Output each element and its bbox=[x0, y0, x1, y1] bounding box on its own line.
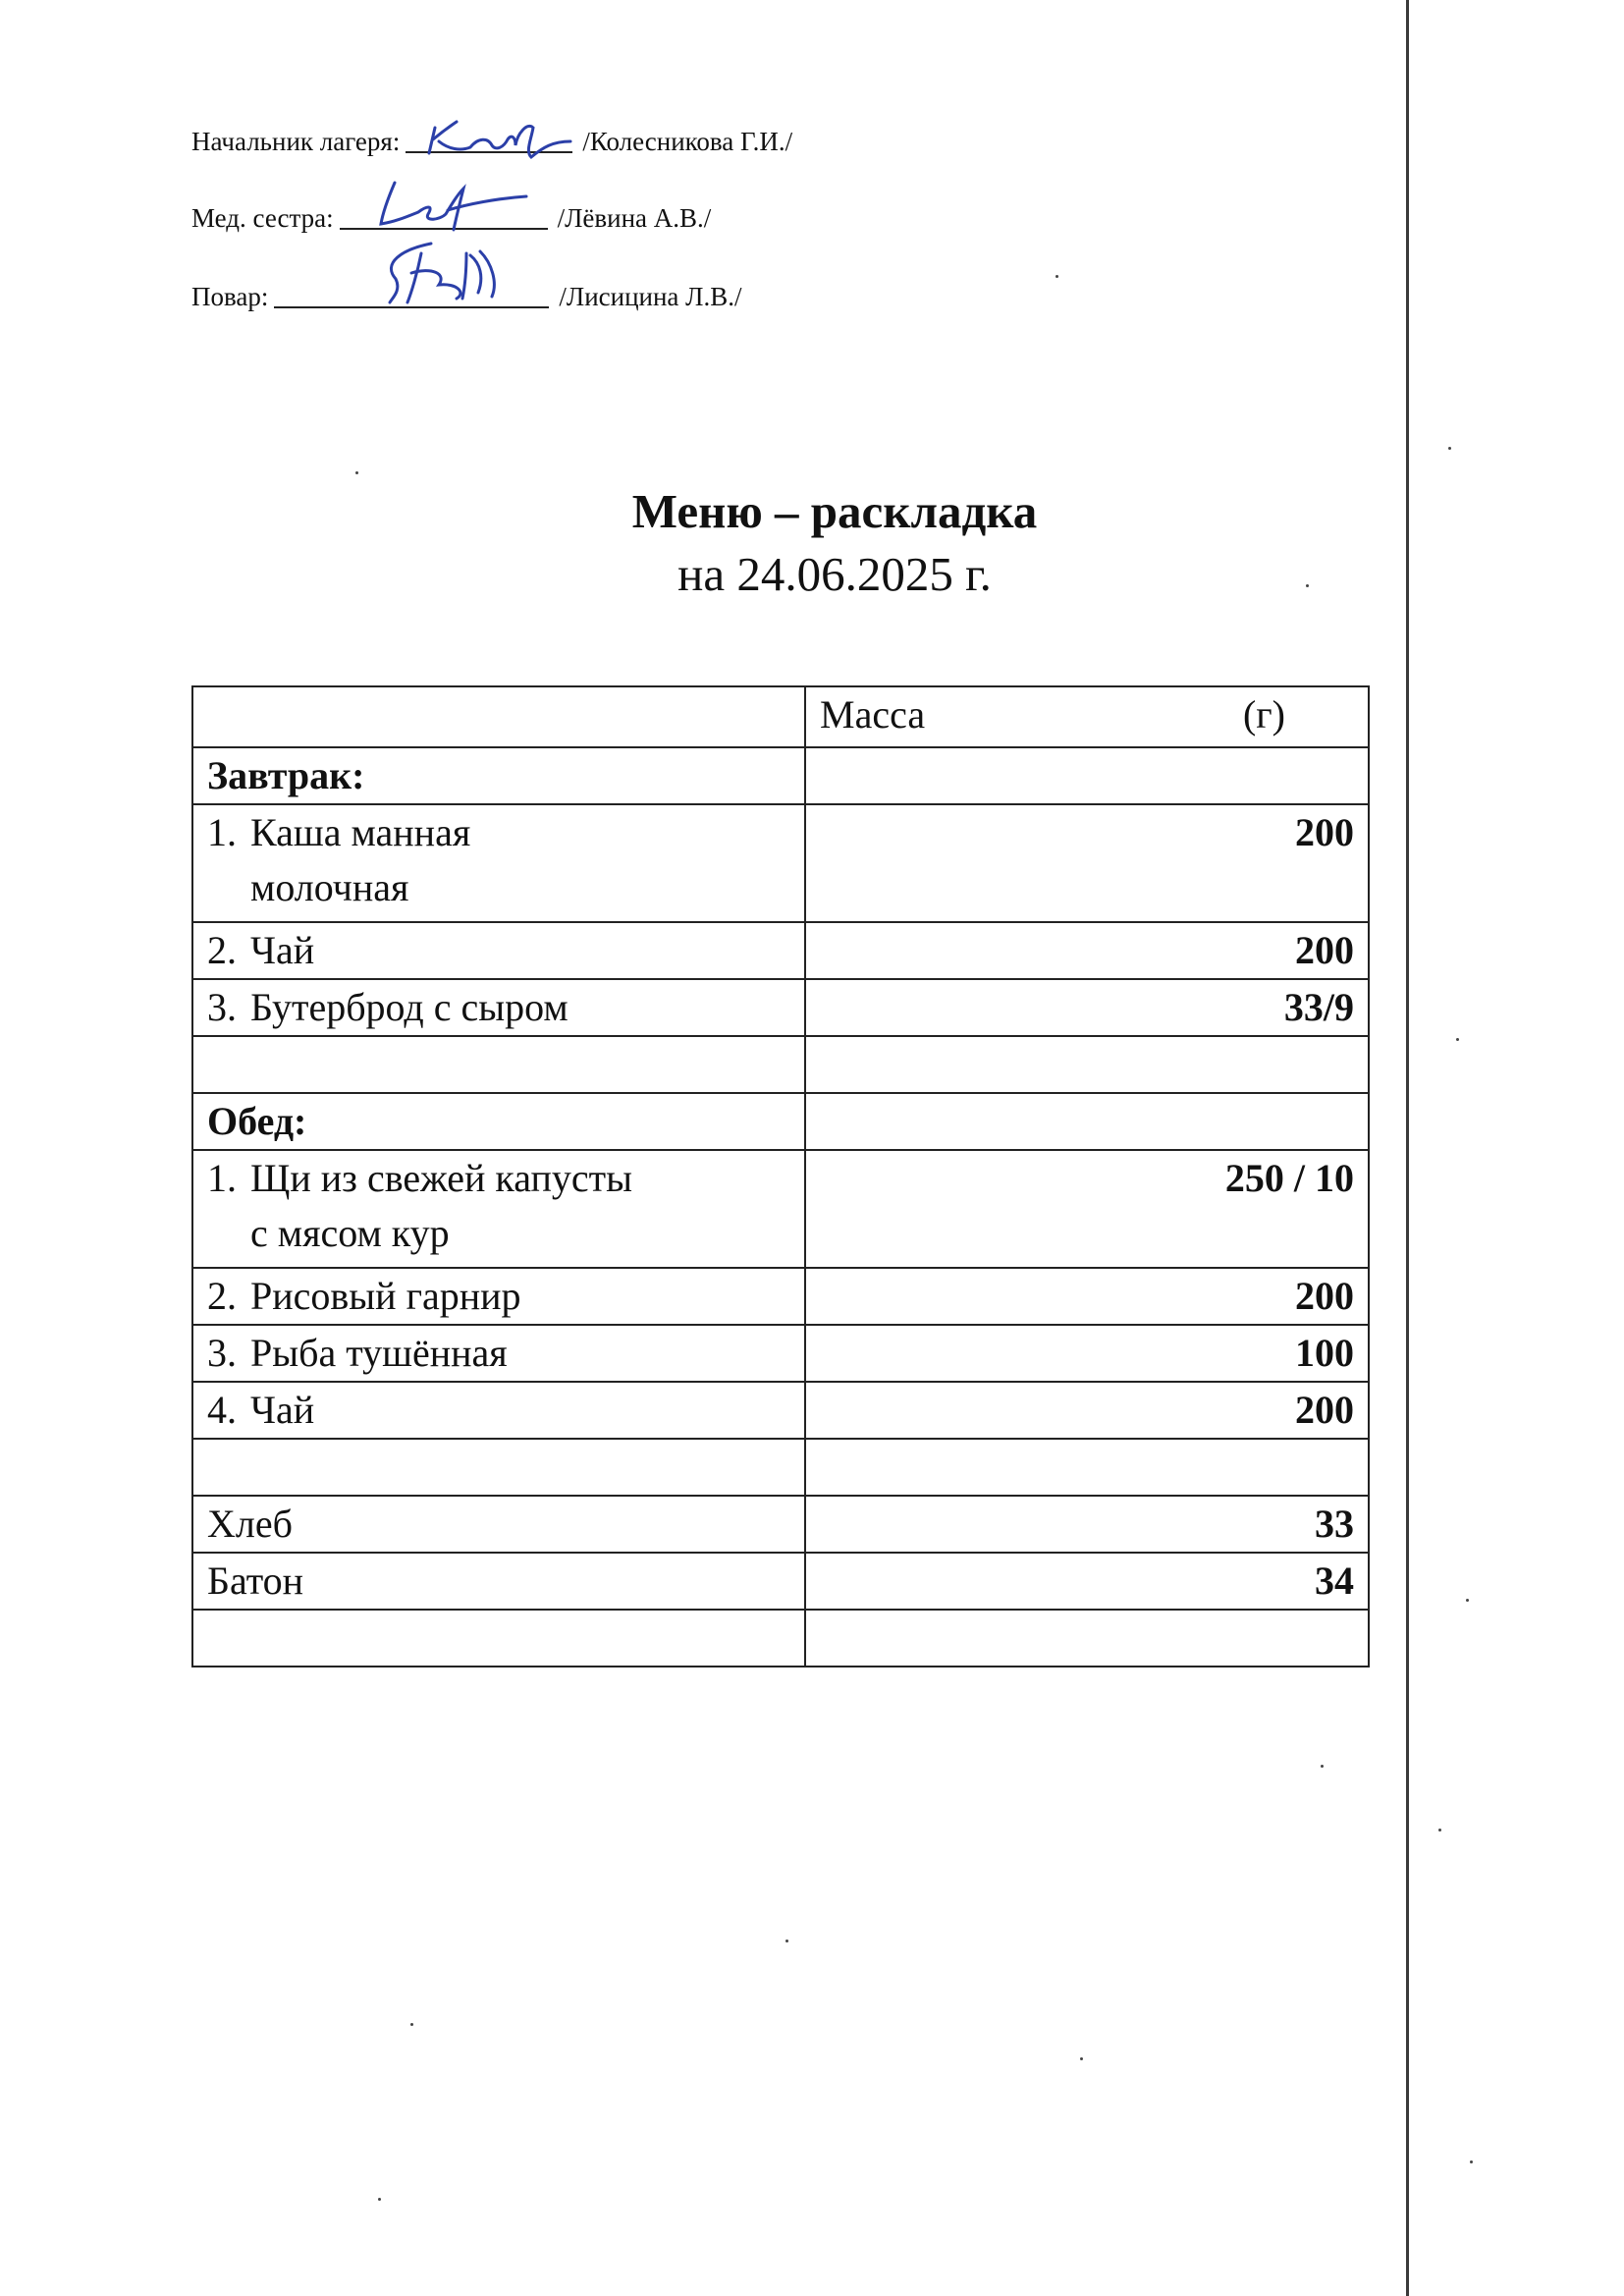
menu-table bbox=[191, 685, 1370, 1667]
table-header-empty bbox=[192, 686, 805, 747]
signature-field bbox=[406, 122, 572, 153]
signature-field bbox=[274, 277, 549, 308]
dish-mass: 33/9 bbox=[805, 979, 1369, 1036]
dish-number: 2. bbox=[207, 928, 237, 972]
extra-label: Хлеб bbox=[192, 1496, 805, 1553]
dish-number: 4. bbox=[207, 1388, 237, 1432]
table-row bbox=[192, 1553, 1369, 1610]
table-row bbox=[192, 922, 1369, 979]
dish-number: 1. bbox=[207, 1156, 237, 1200]
handwritten-signature bbox=[340, 175, 548, 234]
extra-mass: 34 bbox=[805, 1553, 1369, 1610]
dish-cell bbox=[192, 1150, 805, 1268]
handwritten-signature bbox=[406, 108, 572, 157]
table-row bbox=[192, 1268, 1369, 1325]
dish-number: 3. bbox=[207, 1331, 237, 1375]
section-row-lunch bbox=[192, 1093, 1369, 1150]
dish-cell bbox=[192, 804, 805, 922]
section-mass-empty bbox=[805, 1093, 1369, 1150]
signer-name: /Колесникова Г.И./ bbox=[582, 127, 793, 156]
signature-line-camp-head bbox=[191, 118, 792, 157]
scan-speck bbox=[1448, 447, 1451, 450]
scan-speck bbox=[785, 1940, 788, 1942]
dish-cell bbox=[192, 1268, 805, 1325]
extra-mass: 33 bbox=[805, 1496, 1369, 1553]
scan-speck bbox=[1470, 2160, 1473, 2163]
scan-speck bbox=[378, 2198, 381, 2201]
table-row bbox=[192, 1382, 1369, 1439]
dish-mass: 100 bbox=[805, 1325, 1369, 1382]
page-edge-line bbox=[1406, 0, 1409, 2296]
dish-name: Чай bbox=[250, 1388, 315, 1432]
dish-name-continued: молочная bbox=[250, 865, 409, 909]
dish-number: 3. bbox=[207, 985, 237, 1029]
dish-cell bbox=[192, 922, 805, 979]
dish-number: 2. bbox=[207, 1274, 237, 1318]
scan-speck bbox=[355, 471, 358, 474]
dish-name: Бутерброд с сыром bbox=[250, 985, 568, 1029]
scan-speck bbox=[1321, 1765, 1324, 1768]
dish-mass: 200 bbox=[805, 804, 1369, 922]
empty-row bbox=[192, 1610, 1369, 1667]
dish-name: Каша манная bbox=[250, 810, 471, 854]
dish-mass: 200 bbox=[805, 1268, 1369, 1325]
dish-cell bbox=[192, 1325, 805, 1382]
dish-mass: 200 bbox=[805, 1382, 1369, 1439]
dish-cell bbox=[192, 979, 805, 1036]
signer-name: /Лисицина Л.В./ bbox=[559, 282, 742, 311]
table-header-row bbox=[192, 686, 1369, 747]
mass-unit: (г) bbox=[1242, 692, 1285, 737]
signature-field bbox=[340, 198, 548, 230]
dish-name: Рыба тушённая bbox=[250, 1331, 508, 1375]
table-row bbox=[192, 1150, 1369, 1268]
empty-row bbox=[192, 1439, 1369, 1496]
section-mass-empty bbox=[805, 747, 1369, 804]
role-label: Повар: bbox=[191, 282, 269, 311]
empty-row bbox=[192, 1036, 1369, 1093]
dish-cell bbox=[192, 1382, 805, 1439]
scan-speck bbox=[1080, 2057, 1083, 2060]
scan-speck bbox=[1438, 1829, 1441, 1831]
scan-speck bbox=[410, 2023, 413, 2026]
dish-mass: 250 / 10 bbox=[805, 1150, 1369, 1268]
handwritten-signature bbox=[274, 234, 549, 312]
section-label: Завтрак: bbox=[192, 747, 805, 804]
section-row-breakfast bbox=[192, 747, 1369, 804]
role-label: Мед. сестра: bbox=[191, 203, 334, 233]
signature-line-nurse bbox=[191, 194, 711, 234]
mass-label: Масса bbox=[820, 692, 926, 737]
signature-line-cook bbox=[191, 273, 742, 312]
document-title: Меню – раскладка bbox=[631, 484, 1038, 538]
table-header-mass bbox=[805, 686, 1369, 747]
table-row bbox=[192, 1496, 1369, 1553]
dish-name: Щи из свежей капусты bbox=[250, 1156, 632, 1200]
dish-name: Рисовый гарнир bbox=[250, 1274, 521, 1318]
extra-label: Батон bbox=[192, 1553, 805, 1610]
table-row bbox=[192, 1325, 1369, 1382]
section-label: Обед: bbox=[192, 1093, 805, 1150]
signer-name: /Лёвина А.В./ bbox=[557, 203, 712, 233]
role-label: Начальник лагеря: bbox=[191, 127, 401, 156]
table-row bbox=[192, 979, 1369, 1036]
dish-mass: 200 bbox=[805, 922, 1369, 979]
dish-name-continued: с мясом кур bbox=[250, 1211, 450, 1255]
table-row bbox=[192, 804, 1369, 922]
dish-name: Чай bbox=[250, 928, 315, 972]
document-date: на 24.06.2025 г. bbox=[677, 547, 992, 601]
scan-speck bbox=[1056, 275, 1058, 278]
dish-number: 1. bbox=[207, 810, 237, 854]
scan-speck bbox=[1466, 1599, 1469, 1602]
scan-speck bbox=[1456, 1038, 1459, 1041]
